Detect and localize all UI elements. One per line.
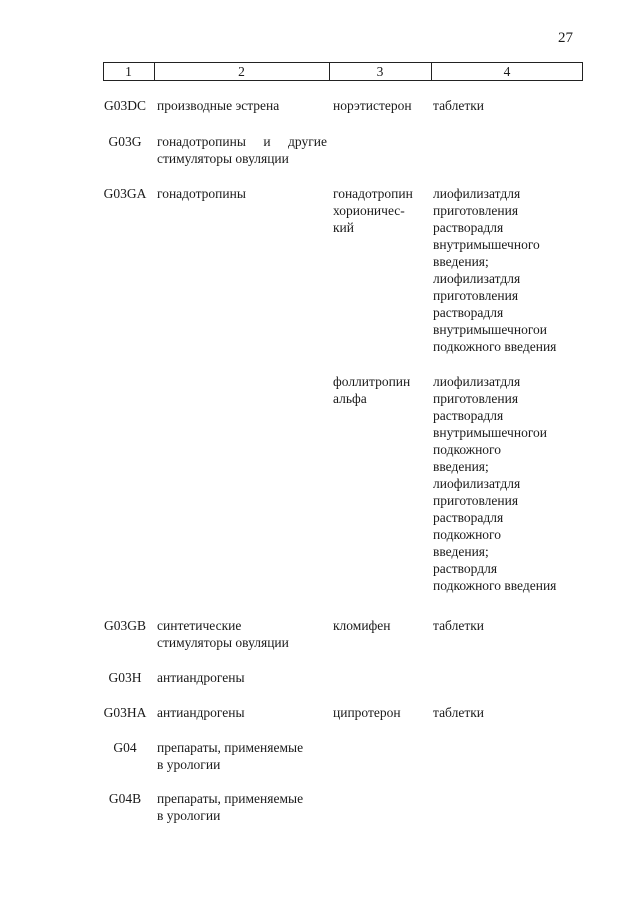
atc-code: G04: [113, 740, 137, 755]
header-col-3: 3: [376, 64, 384, 79]
group-name: препараты, применяемые в урологии: [157, 791, 304, 823]
drug-name: ципротерон: [333, 705, 401, 720]
atc-code: G03H: [108, 670, 142, 685]
page-number: 27: [558, 30, 573, 46]
group-name: производные эстрена: [157, 98, 280, 113]
group-name: антиандрогены: [157, 705, 245, 720]
drug-name: гонадотропин хорионичес- кий: [333, 186, 413, 235]
atc-code: G03GB: [103, 618, 146, 633]
group-name: гонадотропины: [157, 186, 246, 201]
dosage-form: лиофилизатдля приготовления растворадля внутримышечного введения; лиофилизатдля приготовления растворадля внутримышечногои подкожного введения: [433, 186, 557, 354]
drug-name: кломифен: [333, 618, 391, 633]
group-name: препараты, применяемые в урологии: [157, 740, 304, 772]
dosage-form: таблетки: [433, 705, 485, 720]
dosage-form: таблетки: [433, 618, 485, 633]
dosage-form: таблетки: [433, 98, 485, 113]
atc-code: G03HA: [103, 705, 147, 720]
header-col-4: 4: [503, 64, 511, 79]
atc-code: G03GA: [103, 186, 147, 201]
atc-code: G03G: [108, 134, 142, 149]
drug-name: норэтистерон: [333, 98, 412, 113]
atc-code: G04B: [108, 791, 142, 806]
group-name: гонадотропины и другие стимуляторы овуляции: [157, 134, 327, 166]
group-name: антиандрогены: [157, 670, 245, 685]
header-col-2: 2: [238, 64, 245, 79]
group-name: синтетические стимуляторы овуляции: [157, 618, 289, 650]
header-col-1: 1: [125, 64, 132, 79]
drug-name: фоллитропин альфа: [333, 374, 411, 406]
atc-code: G03DC: [103, 98, 146, 113]
dosage-form: лиофилизатдля приготовления растворадля внутримышечногои подкожного введения; лиофилизатдля приготовления растворадля подкожного введения; раствордля подкожного введения: [433, 374, 557, 593]
table-header: [103, 62, 583, 81]
